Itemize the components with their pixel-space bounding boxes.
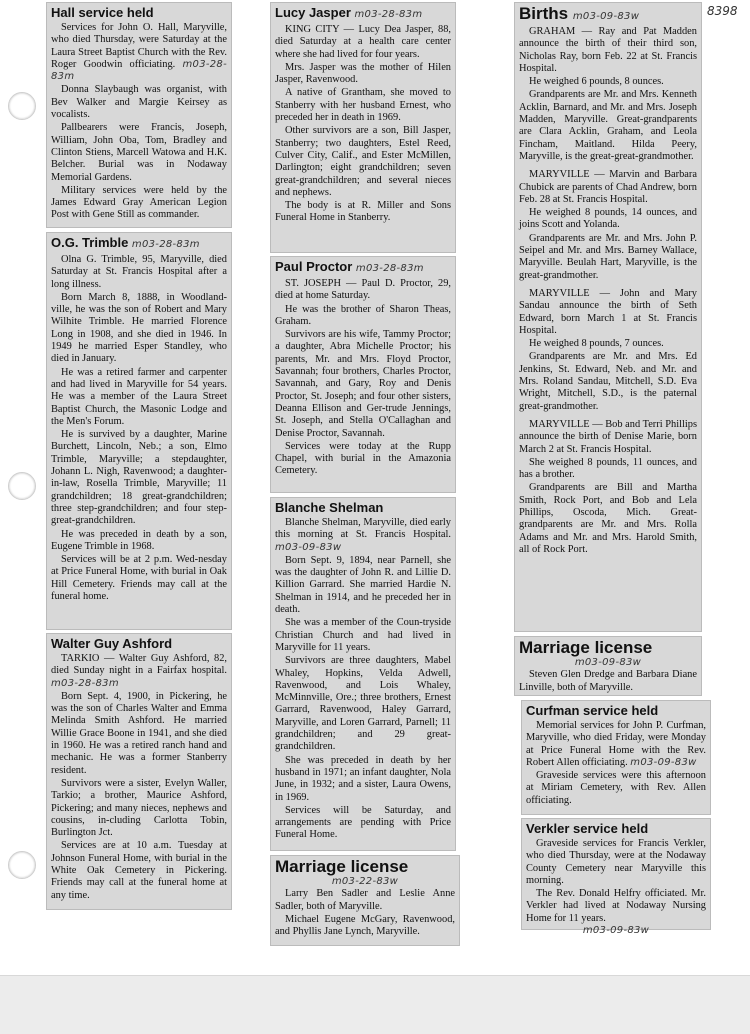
paragraph: Grandparents are Mr. and Mrs. John P. Seipel and Mr. and Mrs. Barney Wallace, Maryville. Beulah Hart, Maryville, is the great-grandmother. (519, 232, 697, 281)
paragraph: He was preceded in death by a son, Eugene Trimble in 1968. (51, 528, 227, 552)
clipping-jasper (270, 2, 456, 253)
paragraph: Services are at 10 a.m. Tuesday at Johnson Funeral Home, with burial in the White Oak Cemetery in Pickering. Friends may call at the funeral home at any time. (51, 840, 227, 901)
paragraph: MARYVILLE — John and Mary Sandau announce the birth of Seth Edward, born March 1 at St. Francis Hospital. (519, 287, 697, 336)
paragraph: ST. JOSEPH — Paul D. Proctor, 29, died at home Saturday. (275, 278, 451, 302)
paragraph: Memorial services for John P. Curfman, Maryville, who died Friday, were Monday at Price Funeral Home with the Rev. Robert Allen officiating. m03-09-83w (526, 720, 706, 768)
paragraph: GRAHAM — Ray and Pat Madden announce the birth of their third son, Nicholas Ray, born Feb. 22 at St. Francis Hospital. (519, 26, 697, 74)
paragraph: MARYVILLE — Bob and Terri Phillips announce the birth of Denise Marie, born March 2 at St. Francis Hospital. (519, 418, 697, 455)
paragraph: Born Sept. 9, 1894, near Parnell, she was the daughter of John R. and Lillie D. Killion Garrard. She married Hardie N. Shelman in 1914, and he preceded her in death. (275, 554, 451, 616)
paragraph: He weighed 6 pounds, 8 ounces. (529, 76, 664, 88)
paragraph: Grandparents are Mr. and Mrs. Ed Jenkins, St. Edward, Neb. and Mr. and Mrs. Roland Sandau, Mitchell, S.D. Eva Wright, Mitchell, S.D., is the paternal great-grandmother. (519, 351, 697, 412)
clipping-title: Blanche Shelman (275, 500, 384, 515)
paragraph: The body is at R. Miller and Sons Funeral Home in Stanberry. (275, 200, 451, 224)
paragraph: MARYVILLE — Marvin and Barbara Chubick are parents of Chad Andrew, born Feb. 28 at St. Francis Hospital. (519, 169, 697, 205)
paragraph: Services will be at 2 p.m. Wed-nesday at Price Funeral Home, with burial in Oak Hill Cemetery. Friends may call at the funeral home. (51, 554, 227, 603)
punch-hole (8, 92, 36, 120)
paragraph: He was a retired farmer and carpenter and had lived in Maryville for 54 years. He was a member of the Laura Street Baptist Church, the Masonic Lodge and the Men's Forum. (51, 366, 227, 427)
paragraph: Survivors are three daughters, Mabel Whaley, Hopkins, Velda Adwell, Ravenwood, and Lois Whaley, McMinnville, Ore.; three brothers, Ernest Garrard, Ravenwood, Haley Garrard, Maryville, and Loren Garrard, Parnell; 11 grandchildren; and 29 great-grandchildren. (275, 655, 451, 753)
handwritten-date: m03-09-83w (582, 925, 650, 937)
paragraph: Survivors are his wife, Tammy Proctor; a daughter, Abra Michelle Proctor; his parents, Mr. and Mrs. Floyd Proctor, Savannah; four brothers, Charles Proctor, Savannah, and Gary, Roy and Denis Proctor, St. Joseph; and four other sisters, Deanna Ellison and Ger-trude Jennings, St. Joseph, and Stella O'Callaghan and Denise Proctor, Savannah. (275, 329, 451, 439)
handwritten-date: m03-09-83w (574, 657, 642, 668)
handwritten-date: m03-09-83w (572, 11, 640, 22)
paragraph: Donna Slaybaugh was organist, with Bev Walker and Margie Keirsey as vocalists. (51, 84, 227, 121)
handwritten-date: m03-22-83w (331, 876, 399, 887)
paragraph: She weighed 8 pounds, 11 ounces, and has a brother. (519, 456, 697, 481)
paragraph: She was preceded in death by her husband in 1971; an infant daughter, Nola June, in 1932; and a sister, Laura Owens, in 1969. (275, 754, 451, 803)
paragraph: Graveside services for Francis Verkler, who died Thursday, were at the Nodaway County Cemetery near Maryville this morning. (526, 838, 706, 886)
clipping-proctor (270, 256, 456, 493)
clipping-title: Paul Proctor m03-28-83m (275, 259, 424, 274)
clipping-ashford (46, 633, 232, 910)
clipping-title: Marriage license (275, 857, 409, 876)
paragraph: TARKIO — Walter Guy Ashford, 82, died Sunday night in a Fairfax hospital. m03-28-83m (51, 653, 227, 689)
paragraph: Other survivors are a son, Bill Jasper, Stanberry; two daughters, Estel Reed, Culver City, Calif., and Ester McMillen, Darlington; eight grandchildren; seven great-grandchildren; and several nieces and nephews. (275, 125, 451, 198)
punch-hole (8, 472, 36, 500)
handwritten-date: m03-28-83m (51, 677, 119, 689)
paragraph: Olna G. Trimble, 95, Maryville, died Saturday at St. Francis Hospital after a long illness. (51, 254, 227, 290)
clipping-title: Walter Guy Ashford (51, 636, 173, 651)
handwritten-date: m03-28-83m (354, 9, 423, 20)
paragraph: Larry Ben Sadler and Leslie Anne Sadler, both of Maryville. (275, 888, 455, 912)
clipping-title: Marriage license (519, 638, 653, 657)
clipping-births (514, 2, 702, 632)
clipping-title: Curfman service held (526, 703, 659, 718)
paragraph: Services will be Saturday, and arrangements are pending with Price Funeral Home. (275, 804, 451, 841)
punch-hole (8, 851, 36, 879)
paragraph: Grandparents are Mr. and Mrs. Kenneth Acklin, Barnard, and Mr. and Mrs. Joseph Madden, Maryville. Great-grandparents are Clara Acklin, Graham, and Leola Fincham, Maitland. Hilda Peery, Maryville, is the great-great-grandmother. (519, 89, 697, 162)
paragraph: He is survived by a daughter, Marine Burchett, Lincoln, Neb.; a son, Elmo Trimble, Maryville; a stepdaughter, Johann L. Nigh, Ravenwood; a daughter-in-law, Rosella Trimble, Maryville; 11 grandchildren; 18 great-grandchildren; three step-grandchildren; and four step-great-grandchildren. (51, 429, 227, 527)
clipping-title: Lucy Jasper m03-28-83m (275, 5, 423, 20)
clipping-title: O.G. Trimble m03-28-83m (51, 235, 200, 250)
paragraph: A native of Grantham, she moved to Stanberry with her husband Ernest, who preceded her in death in 1969. (275, 87, 451, 124)
scanner-margin (0, 975, 750, 1034)
clipping-hall (46, 2, 232, 228)
paragraph: Michael Eugene McGary, Ravenwood, and Phyllis Jane Lynch, Maryville. (275, 913, 455, 938)
paragraph: Survivors were a sister, Evelyn Waller, Tarkio; a brother, Maurice Ashford, Pickering; and many nieces, nephews and cousins, in-cluding Carlotta Tobin, Burlington Jct. (51, 777, 227, 839)
handwritten-date: m03-28-83m (51, 58, 227, 83)
handwritten-date: m03-09-83w (275, 541, 342, 553)
paragraph: Born March 8, 1888, in Woodland-ville, he was the son of Robert and Mary Wilhite Trimble. He married Florence Long in 1908, and she died in 1946. In 1949 he married Esper Standley, who died in January. (51, 291, 227, 365)
clipping-shelman (270, 497, 456, 851)
paragraph: The Rev. Donald Helfry officiated. Mr. Verkler had lived at Nodaway Nursing Home for 11 years. (526, 888, 706, 924)
clipping-curfman (521, 700, 711, 815)
paragraph: Steven Glen Dredge and Barbara Diane Linville, both of Maryville. (519, 669, 697, 693)
paragraph: Graveside services were this afternoon at Miriam Cemetery, with Rev. Allen officiating. (526, 770, 706, 806)
paragraph: Blanche Shelman, Maryville, died early this morning at St. Francis Hospital. m03-09-83w (275, 517, 451, 553)
clipping-title: Hall service held (51, 5, 154, 20)
paragraph: He weighed 8 pounds, 14 ounces, and joins Scott and Yolanda. (519, 207, 697, 231)
paragraph: He was the brother of Sharon Theas, Graham. (275, 303, 451, 327)
clipping-marriage-license-2 (514, 636, 702, 696)
clipping-trimble (46, 232, 232, 630)
clipping-title: Births m03-09-83w (519, 4, 640, 23)
paragraph: Services for John O. Hall, Maryville, who died Thursday, were Saturday at the Laura Street Baptist Church with the Rev. Roger Goodwin officiating. m03-28-83m (51, 22, 227, 83)
page-number: 8398 (707, 4, 738, 18)
paragraph: Services were today at the Rupp Chapel, with burial in the Amazonia Cemetery. (275, 440, 451, 477)
clipping-title: Verkler service held (526, 821, 649, 836)
paragraph: KING CITY — Lucy Dea Jasper, 88, died Saturday at a health care center where she had lived for four years. (275, 24, 451, 60)
paragraph: She was a member of the Coun-tryside Christian Church and had lived in Maryville for 11 years. (275, 617, 451, 653)
handwritten-date: m03-28-83m (131, 239, 200, 250)
paragraph: Pallbearers were Francis, Joseph, William, John Oba, Tom, Bradley and Clinton Stiens, Marcell Watowa and H.K. Belcher. Burial was in Nodaway Memorial Gardens. (51, 122, 227, 183)
paragraph: Grandparents are Bill and Martha Smith, Rock Port, and Bob and Lela Phillips, Oscoda, Mich. Great-grandparents are Mr. and Mrs. Rolla Adams and Mr. and Mrs. Harold Smith, all of Rock Port. (519, 482, 697, 555)
paragraph: Born Sept. 4, 1900, in Pickering, he was the son of Charles Walter and Emma Melinda Smith Ashford. He married Willie Grace Boone in 1941, and she died in 1960. He was a retired ranch hand and mechanic. He was a former Stanberry resident. (51, 690, 227, 776)
handwritten-date: m03-28-83m (355, 263, 424, 274)
handwritten-date: m03-09-83w (630, 756, 697, 768)
paragraph: Military services were held by the James Edward Gray American Legion Post with Gene Still as commander. (51, 184, 227, 221)
paragraph: Mrs. Jasper was the mother of Hilen Jasper, Ravenwood. (275, 61, 451, 86)
clipping-marriage-license-1 (270, 855, 460, 946)
paragraph: He weighed 8 pounds, 7 ounces. (529, 338, 664, 350)
clipping-verkler (521, 818, 711, 937)
